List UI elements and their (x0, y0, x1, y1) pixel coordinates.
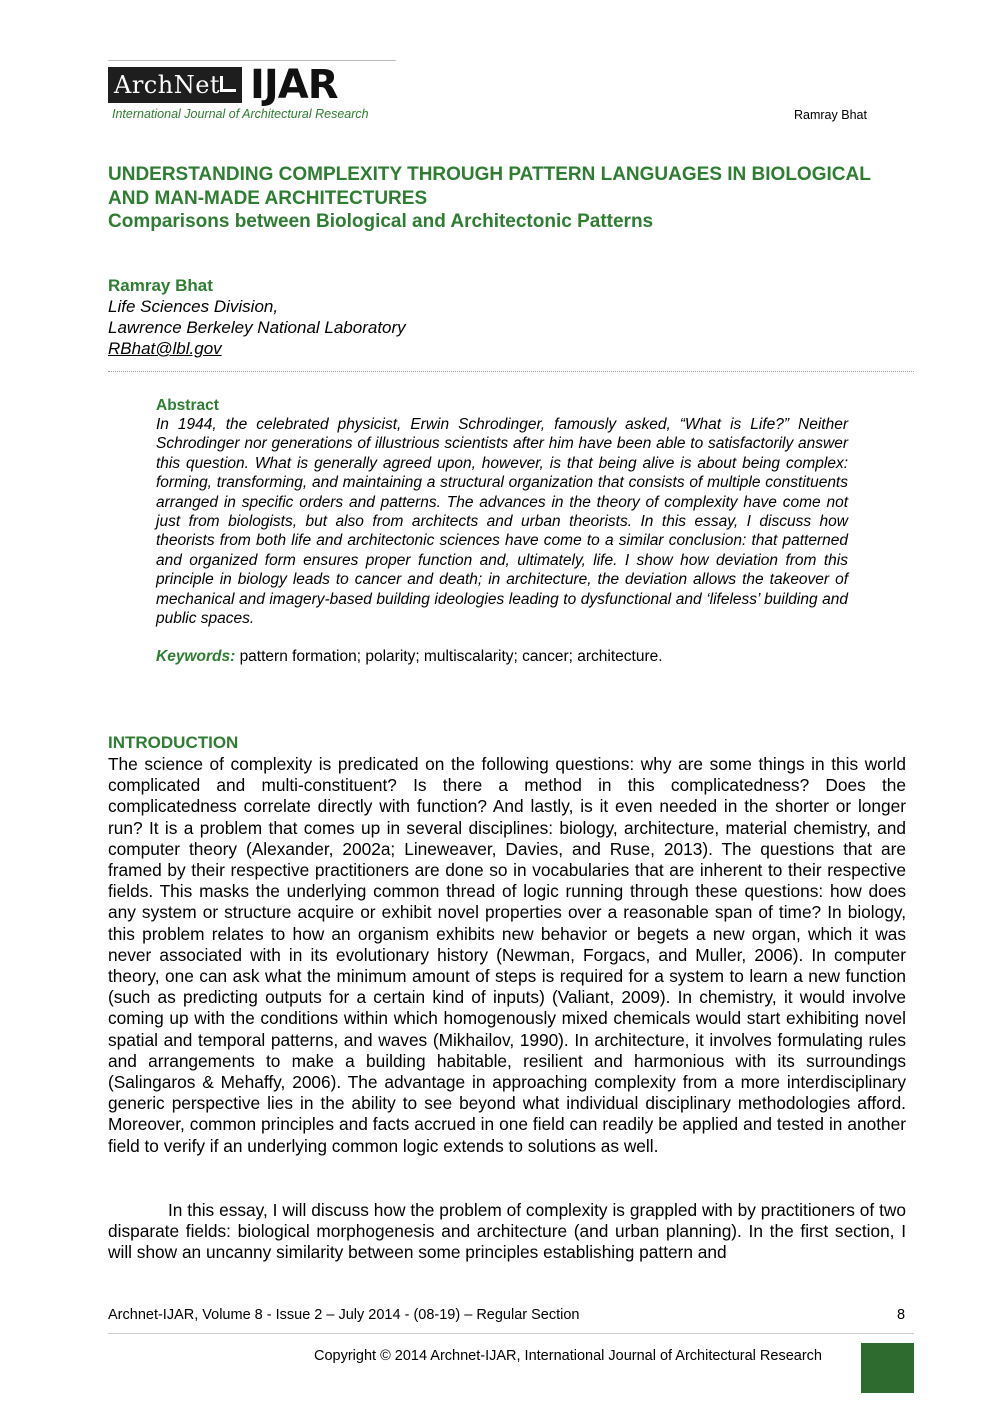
abstract-heading: Abstract (156, 397, 219, 414)
logo-corner-icon (220, 76, 236, 92)
introduction-paragraph-2: In this essay, I will discuss how the problem of complexity is grappled with by practitioners of two disparate fields: biological morphogenesis and architecture (and urban planning). In the first section, I will show an uncanny similarity between some principles establishing pattern and (108, 1200, 906, 1263)
archnet-logo (108, 67, 242, 103)
footer-rule (108, 1333, 914, 1334)
author-division: Life Sciences Division, (108, 297, 279, 316)
introduction-heading: INTRODUCTION (108, 733, 239, 752)
header-rule (108, 60, 396, 61)
abstract-text: In 1944, the celebrated physicist, Erwin Schrodinger, famously asked, “What is Life?” Neither Schrodinger nor generations of illustrious scientists after him have been able to satisfactorily answer this question. What is generally agreed upon, however, is that being alive is about being complex: forming, transforming, and maintaining a structural organization that consists of multiple constituents arranged in specific orders and patterns. The advances in the theory of complexity have come not just from biologists, but also from architects and urban theorists. In this essay, I discuss how theorists from both life and architectonic sciences have come to a similar conclusion: that patterned and organized form ensures proper function and, ultimately, life. I show how deviation from this principle in biology leads to cancer and death; in architecture, the deviation allows the takeover of mechanical and imagery-based building ideologies leading to dysfunctional and ‘lifeless’ building and public spaces. (156, 416, 848, 628)
author-divider (108, 371, 914, 372)
journal-name: International Journal of Architectural Research (112, 107, 369, 121)
footer-green-block (861, 1343, 914, 1393)
keywords-label: Keywords: (156, 648, 236, 665)
keywords-list: pattern formation; polarity; multiscalarity; cancer; architecture. (239, 648, 663, 665)
author-email-link[interactable]: RBhat@lbl.gov (108, 339, 222, 358)
archnet-logo-text: ArchNet (114, 71, 221, 99)
footer-citation: Archnet-IJAR, Volume 8 - Issue 2 – July 2014 - (08-19) – Regular Section (108, 1307, 580, 1323)
ijar-logo: IJAR (250, 62, 338, 108)
author-lab: Lawrence Berkeley National Laboratory (108, 318, 406, 337)
keywords (156, 648, 856, 666)
author-name: Ramray Bhat (108, 276, 213, 295)
paper-title: UNDERSTANDING COMPLEXITY THROUGH PATTERN LANGUAGES IN BIOLOGICAL AND MAN-MADE ARCHITECTURES (108, 164, 871, 209)
copyright-notice: Copyright © 2014 Archnet-IJAR, International Journal of Architectural Research (314, 1348, 822, 1364)
journal-logo (108, 64, 396, 106)
paper-subtitle: Comparisons between Biological and Architectonic Patterns (108, 211, 654, 232)
running-head: Ramray Bhat (794, 108, 867, 122)
page-number: 8 (897, 1307, 906, 1323)
introduction-paragraph-1: The science of complexity is predicated on the following questions: why are some things in this world complicated and multi-constituent? Is there a method in this complicatedness? Does the complicatedness correlate directly with function? And lastly, is it even needed in the shorter or longer run? It is a problem that comes up in several disciplines: biology, architecture, material chemistry, and computer theory (Alexander, 2002a; Lineweaver, Davies, and Ruse, 2013). The questions that are framed by their respective practitioners are done so in vocabularies that are inherent to their respective fields. This masks the underlying common thread of logic running through these questions: how does any system or structure acquire or exhibit novel properties over a reasonable span of time? In biology, this problem relates to how an organism exhibits new behavior or begets a new organ, which it was never associated with in its evolutionary history (Newman, Forgacs, and Muller, 2006). In computer theory, one can ask what the minimum amount of steps is required for a system to learn a new function (such as predicting outputs for a certain kind of inputs) (Valiant, 2009). In chemistry, it would involve coming up with the conditions within which homogenously mixed chemicals would start exhibiting novel spatial and temporal patterns, and waves (Mikhailov, 1990). In architecture, it involves formulating rules and arrangements to make a building habitable, resilient and harmonious with its surroundings (Salingaros & Mehaffy, 2006). The advantage in approaching complexity from a more interdisciplinary generic perspective lies in the ability to see beyond what individual disciplinary methodologies afford. Moreover, common principles and facts accrued in one field can readily be applied and tested in another field to verify if an underlying common logic extends to solutions as well. (108, 754, 906, 1156)
